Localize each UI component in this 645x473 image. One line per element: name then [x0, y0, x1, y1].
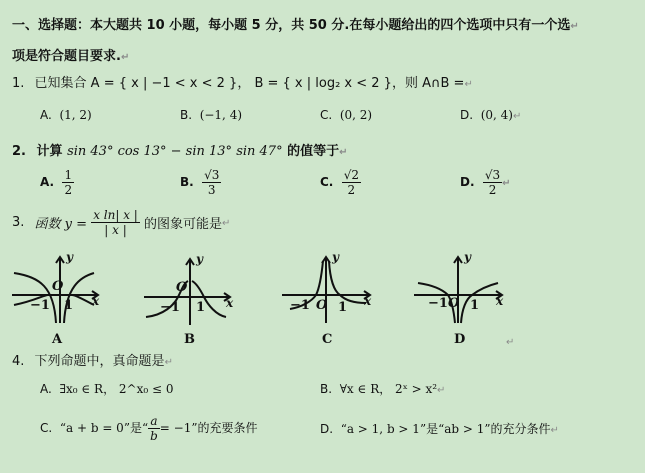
graph-c-y-label: y: [332, 250, 339, 264]
graph-c-x-label: x: [364, 294, 372, 308]
q4-option-c: C. “a + b = 0”是“ $\frac{a}{b}$ = −1”的充要条件: [40, 414, 258, 443]
paragraph-mark-icon: ↵: [550, 425, 559, 436]
paragraph-mark-icon: ↵: [222, 218, 231, 229]
graph-c-neg-one: −1: [290, 298, 310, 313]
q1-option-c: C. (0, 2): [320, 108, 373, 122]
q1-option-d: D. (0, 4)↵: [460, 108, 522, 122]
paragraph-mark-icon: ↵: [512, 111, 522, 122]
q1-option-b: B. (−1, 4): [180, 108, 243, 122]
graph-b-origin: O: [176, 280, 188, 295]
graph-label-d: D: [454, 332, 466, 347]
graph-a-one: 1: [64, 298, 74, 313]
paragraph-mark-icon: ↵: [502, 178, 511, 189]
graph-c-one: 1: [338, 300, 348, 315]
question-number: 2.: [12, 144, 26, 159]
q2-option-c: C. $\frac{√2}{2}$: [320, 168, 360, 197]
graph-a-x-label: x: [92, 294, 100, 308]
graph-d-one: 1: [470, 298, 480, 313]
question-3: 3. 函数 y = $\frac{\text{x ln| x |}}{| x |}$ 的图象可能是↵: [12, 208, 231, 237]
q2-option-b: B. $\frac{√3}{3}$: [180, 168, 220, 197]
graph-a-neg-one: −1: [30, 298, 50, 313]
paragraph-mark-icon: ↵: [164, 357, 173, 368]
paragraph-mark-icon: ↵: [506, 337, 515, 348]
q1-option-a: A. (1, 2): [40, 108, 92, 122]
q4-option-d: D. “a > 1, b > 1”是“ab > 1”的充分条件↵: [320, 422, 559, 436]
question-4: 4. 下列命题中，真命题是↵: [12, 354, 173, 369]
graph-b-y-label: y: [196, 252, 203, 266]
paragraph-mark-icon: ↵: [120, 52, 130, 63]
graph-d: [414, 257, 502, 323]
graph-d-x-label: x: [496, 294, 504, 308]
q2-option-a: A. $\frac{1}{2}$: [40, 168, 73, 197]
q4-option-a: A. ∃x₀ ∈ R， 2^x₀ ≤ 0: [40, 382, 174, 396]
graph-label-a: A: [52, 332, 63, 347]
question-number: 1.: [12, 76, 25, 91]
graph-b-neg-one: −1: [160, 300, 180, 315]
paragraph-mark-icon: ↵: [437, 385, 446, 396]
graph-d-neg-one: −1: [428, 296, 448, 311]
paragraph-mark-icon: ↵: [339, 147, 348, 158]
graph-a-y-label: y: [66, 250, 73, 264]
question-text: 已知集合 A = { x | −1 < x < 2 }， B = { x | log₂ x < 2 }，则 A∩B =: [34, 76, 465, 91]
section-heading-line1: 一、选择题：本大题共 10 小题，每小题 5 分，共 50 分.在每小题给出的四个选项中只有一个选: [12, 18, 571, 33]
graph-d-y-label: y: [464, 250, 471, 264]
graph-a-origin: O: [52, 279, 64, 294]
section-heading-line2: 项是符合题目要求.↵: [12, 49, 130, 64]
graph-c-origin: O: [316, 298, 328, 313]
question-number: 4.: [12, 354, 25, 369]
graph-label-b: B: [184, 332, 195, 347]
paragraph-mark-icon: ↵: [570, 21, 579, 32]
question-1: [12, 72, 473, 91]
paragraph-mark-icon: ↵: [464, 79, 473, 90]
graph-b-x-label: x: [226, 296, 234, 310]
q2-option-d: D. $\frac{√3}{2}$ ↵: [460, 168, 511, 197]
q4-option-b: B. ∀x ∈ R， 2ˣ > x²↵: [320, 382, 446, 396]
question-2: 2. 计算 sin 43° cos 13° − sin 13° sin 47° 的值等于↵: [12, 144, 348, 159]
trig-expression: sin 43° cos 13° − sin 13° sin 47°: [67, 144, 283, 159]
graph-label-c: C: [322, 332, 333, 347]
section-heading: [12, 14, 579, 33]
answer-graphs: [0, 245, 645, 355]
function-fraction: $\frac{\text{x ln| x |}}{| x |}$: [93, 208, 138, 237]
question-number: 3.: [12, 215, 25, 230]
graph-b-one: 1: [196, 300, 206, 315]
graph-c: [282, 257, 370, 323]
graph-d-origin: O: [448, 296, 460, 311]
